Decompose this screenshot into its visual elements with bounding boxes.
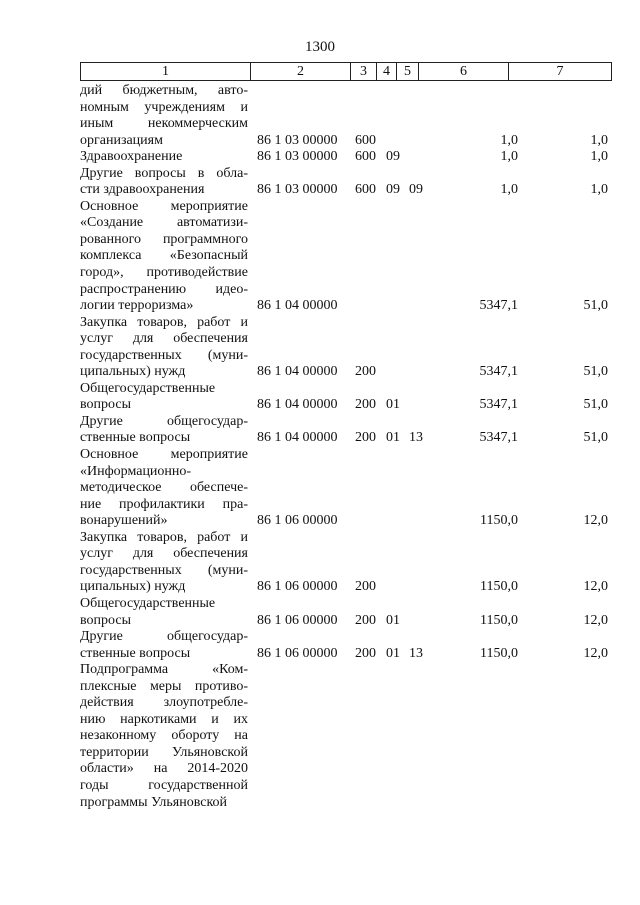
row-amount-1: 1150,0 [480,513,518,529]
row-name-line: ственные вопросы [80,430,191,446]
row-subsection: 13 [409,430,423,446]
column-header-row [81,63,612,81]
table-row [80,381,611,414]
row-name [80,662,248,811]
row-name-line: Здравоохранение [80,149,183,165]
table-body [80,83,611,811]
row-amount-1: 5347,1 [479,430,518,446]
row-amount-2: 51,0 [583,364,608,380]
row-name-line: вопросы [80,397,131,413]
row-amount-2: 1,0 [590,132,608,148]
row-name-line: Закупка товаров, работ и [80,314,248,330]
row-section: 01 [386,645,400,661]
column-header-7: 7 [509,63,612,81]
row-name-line: программы Ульяновской [80,794,228,810]
row-name-line: сти здравоохранения [80,182,205,198]
row-name [80,166,248,199]
row-amount-1: 5347,1 [479,364,518,380]
row-code: 86 1 06 00000 [257,513,338,529]
column-header-5: 5 [397,63,419,81]
row-expense-type: 600 [355,132,376,148]
row-amount-1: 5347,1 [479,298,518,314]
row-name-line: государственных (муни- [80,562,248,578]
row-name-line: вопросы [80,612,131,628]
row-name-line: Общегосударственные [80,595,216,611]
row-amount-2: 51,0 [583,397,608,413]
row-amount-1: 5347,1 [479,397,518,413]
row-amount-2: 51,0 [583,298,608,314]
row-section: 09 [386,149,400,165]
row-name-line: Основное мероприятие [80,198,248,214]
row-expense-type: 200 [355,364,376,380]
table-row [80,596,611,629]
row-section: 09 [386,182,400,198]
row-amount-1: 1150,0 [480,645,518,661]
row-expense-type: 200 [355,397,376,413]
row-name-line: нию наркотиками и их [80,711,248,727]
row-code: 86 1 06 00000 [257,612,338,628]
table-row [80,315,611,381]
row-name-line: дий бюджетным, авто- [80,83,248,98]
row-code: 86 1 04 00000 [257,364,338,380]
page-number: 1300 [305,39,335,55]
row-name-line: действия злоупотребле- [80,695,248,711]
row-name-line: «Создание автоматизи- [80,215,248,231]
row-amount-2: 51,0 [583,430,608,446]
row-amount-2: 12,0 [583,612,608,628]
table-row [80,629,611,662]
row-name-line: логии терроризма» [80,298,194,314]
row-code: 86 1 03 00000 [257,132,338,148]
row-name-line: вонарушений» [80,513,168,529]
row-name-line: Закупка товаров, работ и [80,529,248,545]
row-code: 86 1 04 00000 [257,298,338,314]
row-amount-1: 1,0 [500,132,518,148]
row-name-line: комплекса «Безопасный [80,248,248,264]
row-expense-type: 200 [355,430,376,446]
row-expense-type: 600 [355,182,376,198]
row-amount-2: 12,0 [583,579,608,595]
column-header-6: 6 [419,63,509,81]
table-row [80,447,611,530]
row-name-line: методическое обеспече- [80,480,248,496]
row-name-line: распространению идео- [80,281,248,297]
row-name-line: ципальных) нужд [80,364,186,380]
column-header-3: 3 [351,63,377,81]
row-name-line: Другие вопросы в обла- [80,165,248,181]
row-amount-2: 12,0 [583,645,608,661]
row-name [80,199,248,315]
table-row [80,414,611,447]
row-amount-1: 1,0 [500,182,518,198]
row-name-line: организациям [80,132,163,148]
row-name [80,315,248,381]
table-row [80,662,611,811]
row-name-line: государственных (муни- [80,347,248,363]
column-header-table [80,62,612,81]
row-amount-2: 12,0 [583,513,608,529]
row-name-line: ственные вопросы [80,645,191,661]
row-name-line: области» на 2014-2020 [80,761,248,777]
column-header-4: 4 [377,63,397,81]
row-section: 01 [386,430,400,446]
row-code: 86 1 03 00000 [257,149,338,165]
table-row [80,83,611,149]
row-name-line: незаконному обороту на [80,728,248,744]
row-amount-2: 1,0 [590,149,608,165]
row-code: 86 1 03 00000 [257,182,338,198]
row-code: 86 1 06 00000 [257,579,338,595]
row-subsection: 09 [409,182,423,198]
row-name-line: номным учреждениям и [80,99,248,115]
row-expense-type: 200 [355,612,376,628]
row-code: 86 1 04 00000 [257,397,338,413]
row-code: 86 1 04 00000 [257,430,338,446]
row-name-line: ципальных) нужд [80,579,186,595]
table-row [80,149,611,166]
table-row [80,166,611,199]
row-name [80,414,248,447]
row-expense-type: 200 [355,645,376,661]
row-name [80,530,248,596]
column-header-2: 2 [251,63,351,81]
row-name-line: годы государственной [80,777,248,793]
row-amount-1: 1150,0 [480,579,518,595]
row-name-line: город», противодействие [80,265,248,281]
row-name-line: Подпрограмма «Ком- [80,662,248,678]
row-name-line: услуг для обеспечения [80,331,248,347]
row-expense-type: 200 [355,579,376,595]
row-amount-1: 1,0 [500,149,518,165]
row-name [80,83,248,149]
row-expense-type: 600 [355,149,376,165]
row-name [80,381,248,414]
row-name [80,149,248,166]
row-name [80,629,248,662]
table-row [80,530,611,596]
row-name-line: территории Ульяновской [80,744,248,760]
row-code: 86 1 06 00000 [257,645,338,661]
row-name-line: иным некоммерческим [80,116,248,132]
row-name-line: ние профилактики пра- [80,496,248,512]
row-section: 01 [386,397,400,413]
row-section: 01 [386,612,400,628]
row-name [80,447,248,530]
row-name-line: Другие общегосудар- [80,629,248,645]
row-amount-2: 1,0 [590,182,608,198]
row-subsection: 13 [409,645,423,661]
column-header-1: 1 [81,63,251,81]
row-name [80,596,248,629]
row-name-line: Другие общегосудар- [80,413,248,429]
row-name-line: услуг для обеспечения [80,546,248,562]
row-name-line: рованного программного [80,231,248,247]
row-name-line: Основное мероприятие [80,447,248,463]
row-name-line: Общегосударственные [80,380,216,396]
row-name-line: плексные меры противо- [80,678,248,694]
row-amount-1: 1150,0 [480,612,518,628]
table-row [80,199,611,315]
row-name-line: «Информационно- [80,463,192,479]
